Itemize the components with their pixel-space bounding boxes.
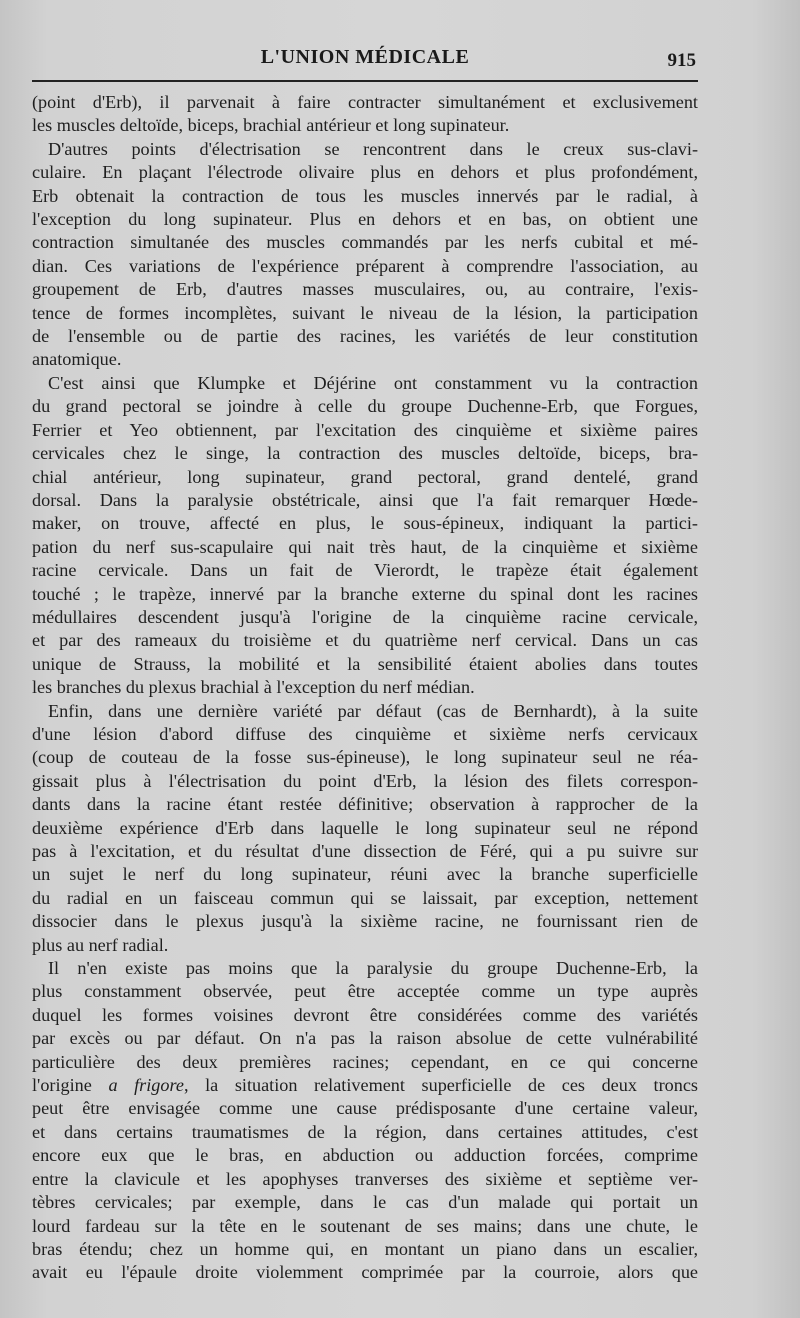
text-line: et par des rameaux du troisième et du quatrième nerf cervical. Dans un cas xyxy=(32,630,698,651)
text-line: pation du nerf sus-scapulaire qui nait très haut, de la cinquième et sixième xyxy=(32,536,698,557)
text-line: et dans certains traumatismes de la région, dans certaines attitudes, c'est xyxy=(32,1121,698,1142)
text-line: culaire. En plaçant l'électrode olivaire plus en dehors et plus profondément, xyxy=(32,162,698,183)
text-line: racine cervicale. Dans un fait de Vierordt, le trapèze était également xyxy=(32,560,698,581)
body-text xyxy=(32,91,698,1285)
text-line: dissocier dans le plexus jusqu'à la sixième racine, ne fournissant rien de xyxy=(32,911,698,932)
text-line: un sujet le nerf du long supinateur, réuni avec la branche superficielle xyxy=(32,864,698,885)
text-line: dian. Ces variations de l'expérience préparent à comprendre l'association, au xyxy=(32,255,698,276)
text-line: Ferrier et Yeo obtiennent, par l'excitation des cinquième et sixième paires xyxy=(32,419,698,440)
text-line: peut être envisagée comme une cause prédisposante d'une certaine valeur, xyxy=(32,1098,698,1119)
text-line: Enfin, dans une dernière variété par défaut (cas de Bernhardt), à la suite xyxy=(48,700,698,721)
text-line: pas à l'excitation, et du résultat d'une dissection de Féré, qui a pu suivre sur xyxy=(32,841,698,861)
text-line: contraction simultanée des muscles commandés par les nerfs cubital et mé- xyxy=(32,232,698,253)
text-line: tence de formes incomplètes, suivant le niveau de la lésion, la participation xyxy=(32,302,698,323)
text-line: (point d'Erb), il parvenait à faire contracter simultanément et exclusivement xyxy=(32,92,698,112)
text-line: d'une lésion d'abord diffuse des cinquième et sixième nerfs cervicaux xyxy=(32,723,698,744)
header-rule xyxy=(32,80,698,82)
text-line: l'origine a frigore, la situation relativement superficielle de ces deux troncs xyxy=(32,1075,698,1096)
text-line: avait eu l'épaule droite violemment comprimée par la courroie, alors que xyxy=(32,1262,698,1283)
text-line: par excès ou par défaut. On n'a pas la raison absolue de cette vulnérabilité xyxy=(32,1028,698,1049)
text-line: de l'ensemble ou de partie des racines, les variétés de leur constitution xyxy=(32,326,698,347)
text-line: particulière des deux premières racines; cependant, en ce qui concerne xyxy=(32,1051,698,1072)
text-line: l'exception du long supinateur. Plus en dehors et en bas, on obtient une xyxy=(32,209,698,230)
text-line: D'autres points d'électrisation se rencontrent dans le creux sus-clavi- xyxy=(48,138,698,159)
text-line: lourd fardeau sur la tête en le soutenant de ses mains; dans une chute, le xyxy=(32,1215,698,1236)
text-line: (coup de couteau de la fosse sus-épineuse), le long supinateur seul ne réa- xyxy=(32,747,698,768)
text-line: les muscles deltoïde, biceps, brachial antérieur et long supinateur. xyxy=(32,115,510,136)
text-line: dorsal. Dans la paralysie obstétricale, ainsi que l'a fait remarquer Hœde- xyxy=(32,489,698,510)
text-line: médullaires descendent jusqu'à l'origine de la cinquième racine cervicale, xyxy=(32,606,698,627)
text-line: du radial en un faisceau commun qui se laissait, par exception, nettement xyxy=(32,887,698,908)
text-line: anatomique. xyxy=(32,349,122,370)
text-line: groupement de Erb, d'autres masses musculaires, ou, au contraire, l'exis- xyxy=(32,279,698,300)
text-line: C'est ainsi que Klumpke et Déjérine ont constamment vu la contraction xyxy=(48,372,698,393)
text-line: unique de Strauss, la mobilité et la sensibilité étaient abolies dans toutes xyxy=(32,653,698,674)
text-line: bras étendu; chez un homme qui, en montant un piano dans un escalier, xyxy=(32,1238,698,1259)
text-line: Erb obtenait la contraction de tous les muscles innervés par le radial, à xyxy=(32,185,698,206)
text-line: du grand pectoral se joindre à celle du groupe Duchenne-Erb, que Forgues, xyxy=(32,396,698,417)
text-line: chial antérieur, long supinateur, grand pectoral, grand dentelé, grand xyxy=(32,466,698,487)
text-line: cervicales chez le singe, la contraction des muscles deltoïde, biceps, bra- xyxy=(32,443,698,464)
text-line: dants dans la racine étant restée définitive; observation à rapprocher de la xyxy=(32,794,698,815)
text-line: maker, on trouve, affecté en plus, le sous-épineux, indiquant la partici- xyxy=(32,513,698,534)
page-number: 915 xyxy=(667,50,696,71)
running-title: L'UNION MÉDICALE xyxy=(260,46,470,68)
text-line: entre la clavicule et les apophyses tranverses des sixième et septième ver- xyxy=(32,1168,698,1189)
text-line: les branches du plexus brachial à l'exception du nerf médian. xyxy=(32,677,475,698)
text-line: plus au nerf radial. xyxy=(32,934,169,955)
italic-phrase: a frigore xyxy=(108,1075,184,1096)
text-line: gissait plus à l'électrisation du point d'Erb, la lésion des filets correspon- xyxy=(32,770,698,791)
text-line: tèbres cervicales; par exemple, dans le cas d'un malade qui portait un xyxy=(32,1192,698,1213)
text-line: encore eux que le bras, en abduction ou adduction forcées, comprime xyxy=(32,1145,698,1166)
text-line: deuxième expérience d'Erb dans laquelle le long supinateur seul ne répond xyxy=(32,817,698,838)
text-line: Il n'en existe pas moins que la paralysie du groupe Duchenne-Erb, la xyxy=(48,958,698,979)
text-line: duquel les formes voisines devront être considérées comme des variétés xyxy=(32,1004,698,1025)
text-line: plus constamment observée, peut être acceptée comme un type auprès xyxy=(32,981,698,1002)
text-line: touché ; le trapèze, innervé par la branche externe du spinal dont les racines xyxy=(32,583,698,604)
